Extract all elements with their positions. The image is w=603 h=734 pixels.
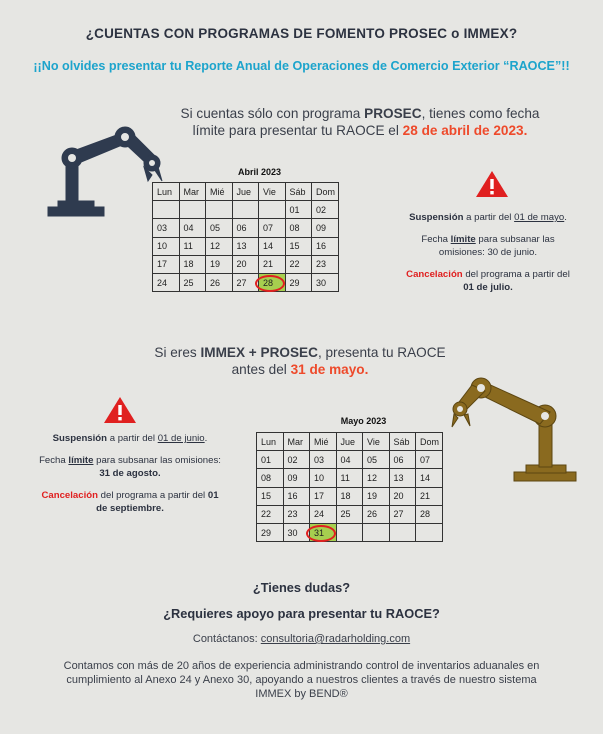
calendar-day: 04 xyxy=(336,451,363,469)
footer-about xyxy=(0,659,603,701)
warning-icon xyxy=(103,396,137,424)
deadline-day: 31 xyxy=(314,527,325,538)
calendar-day: 25 xyxy=(179,273,206,291)
calendar-day: 17 xyxy=(310,487,337,505)
calendar-day: 12 xyxy=(206,237,233,255)
may-header-row xyxy=(257,433,443,451)
calendar-day: 27 xyxy=(389,505,416,523)
prosec-intro-text: límite para presentar tu RAOCE el xyxy=(192,123,403,138)
notice-text: Fecha xyxy=(421,234,451,245)
notice-text: para subsanar las omisiones: xyxy=(93,455,221,466)
notice-text: 31 de agosto. xyxy=(99,468,161,479)
weekday-header: Sáb xyxy=(285,183,312,201)
immex-intro-text: antes del xyxy=(231,362,291,377)
calendar-empty-cell xyxy=(336,523,363,541)
april-week-row xyxy=(153,201,339,219)
calendar-day: 26 xyxy=(363,505,390,523)
calendar-day: 01 xyxy=(257,451,284,469)
calendar-day: 30 xyxy=(312,273,339,291)
calendar-day: 13 xyxy=(389,469,416,487)
prosec-intro-text: Si cuentas sólo con programa xyxy=(180,106,365,121)
calendar-day: 24 xyxy=(153,273,180,291)
prosec-deadline: 28 de abril de 2023. xyxy=(402,123,528,138)
cancel-label: Cancelación xyxy=(406,269,463,280)
calendar-day: 02 xyxy=(312,201,339,219)
suspension-label: Suspensión xyxy=(52,433,108,444)
notice-text: a partir del xyxy=(107,433,158,444)
may-week-row xyxy=(257,523,443,541)
page-subtitle: ¡¡No olvides presentar tu Reporte Anual de Operaciones de Comercio Exterior “RAOCE”!! xyxy=(33,59,570,73)
april-week-row xyxy=(153,219,339,237)
notice-text: . xyxy=(204,433,208,444)
weekday-header: Mar xyxy=(179,183,206,201)
calendar-day: 14 xyxy=(259,237,286,255)
april-week-row xyxy=(153,237,339,255)
weekday-header: Lun xyxy=(257,433,284,451)
immex-intro-text: , presenta tu RAOCE xyxy=(317,345,446,360)
calendar-day: 13 xyxy=(232,237,259,255)
weekday-header: Jue xyxy=(232,183,259,201)
weekday-header: Sáb xyxy=(389,433,416,451)
cancel-label: Cancelación xyxy=(41,490,98,501)
cancel-date: 01 xyxy=(207,490,219,501)
weekday-header: Jue xyxy=(336,433,363,451)
deadline-day: 28 xyxy=(263,277,274,288)
notice-text: . xyxy=(564,212,567,223)
calendar-empty-cell xyxy=(416,523,443,541)
calendar-empty-cell xyxy=(389,523,416,541)
notice-text: Fecha xyxy=(39,455,69,466)
weekday-header: Mié xyxy=(310,433,337,451)
april-week-row xyxy=(153,273,339,291)
notice-text: omisiones: 30 de junio. xyxy=(438,247,538,258)
deadline-day-cell xyxy=(259,273,286,291)
calendar-day: 21 xyxy=(416,487,443,505)
calendar-day: 27 xyxy=(232,273,259,291)
deadline-circle-mark xyxy=(306,525,336,542)
calendar-day: 06 xyxy=(232,219,259,237)
immex-intro xyxy=(100,344,500,378)
calendar-day: 20 xyxy=(389,487,416,505)
deadline-day-cell xyxy=(310,523,337,541)
calendar-day: 09 xyxy=(283,469,310,487)
cancel-date: de septiembre. xyxy=(96,503,164,514)
calendar-day: 15 xyxy=(257,487,284,505)
immex-notice xyxy=(20,432,240,515)
weekday-header: Dom xyxy=(312,183,339,201)
calendar-day: 26 xyxy=(206,273,233,291)
calendar-day: 29 xyxy=(285,273,312,291)
footer-contact xyxy=(0,632,603,646)
calendar-day: 03 xyxy=(310,451,337,469)
suspension-label: Suspensión xyxy=(409,212,464,223)
about-text: cumplimiento al Anexo 24 y Anexo 30, apoyando a nuestros clientes a través de nuestro sistema xyxy=(66,674,537,686)
calendar-day: 23 xyxy=(312,255,339,273)
notice-text: del programa a partir del xyxy=(98,490,208,501)
prosec-program-label: PROSEC xyxy=(364,106,422,121)
calendar-day: 02 xyxy=(283,451,310,469)
suspension-date: 01 de mayo xyxy=(514,212,565,223)
calendar-day: 19 xyxy=(206,255,233,273)
fecha-limite-label: límite xyxy=(68,455,94,466)
warning-icon xyxy=(475,170,509,198)
calendar-empty-cell xyxy=(259,201,286,219)
calendar-day: 29 xyxy=(257,523,284,541)
calendar-day: 10 xyxy=(310,469,337,487)
calendar-day: 14 xyxy=(416,469,443,487)
calendar-day: 22 xyxy=(257,505,284,523)
may-calendar-title: Mayo 2023 xyxy=(340,416,387,426)
prosec-intro xyxy=(160,105,560,139)
calendar-day: 17 xyxy=(153,255,180,273)
may-calendar xyxy=(256,432,443,542)
calendar-day: 03 xyxy=(153,219,180,237)
calendar-day: 16 xyxy=(312,237,339,255)
fecha-limite-label: límite xyxy=(450,234,476,245)
calendar-day: 05 xyxy=(363,451,390,469)
calendar-day: 18 xyxy=(336,487,363,505)
contact-email-link[interactable]: consultoria@radarholding.com xyxy=(260,633,411,645)
deadline-circle-mark xyxy=(255,275,285,292)
calendar-day: 30 xyxy=(283,523,310,541)
april-header-row xyxy=(153,183,339,201)
may-week-row xyxy=(257,469,443,487)
calendar-day: 01 xyxy=(285,201,312,219)
calendar-day: 18 xyxy=(179,255,206,273)
weekday-header: Lun xyxy=(153,183,180,201)
calendar-day: 10 xyxy=(153,237,180,255)
immex-intro-text: Si eres xyxy=(154,345,201,360)
calendar-day: 20 xyxy=(232,255,259,273)
immex-deadline: 31 de mayo. xyxy=(290,362,369,377)
calendar-day: 04 xyxy=(179,219,206,237)
weekday-header: Mar xyxy=(283,433,310,451)
calendar-day: 06 xyxy=(389,451,416,469)
calendar-day: 21 xyxy=(259,255,286,273)
may-week-row xyxy=(257,487,443,505)
calendar-day: 24 xyxy=(310,505,337,523)
calendar-day: 15 xyxy=(285,237,312,255)
notice-text: para subsanar las xyxy=(475,234,555,245)
weekday-header: Dom xyxy=(416,433,443,451)
immex-program-label: IMMEX + PROSEC xyxy=(200,345,318,360)
calendar-day: 23 xyxy=(283,505,310,523)
calendar-day: 19 xyxy=(363,487,390,505)
calendar-day: 28 xyxy=(416,505,443,523)
notice-text: a partir del xyxy=(463,212,515,223)
calendar-day: 07 xyxy=(259,219,286,237)
calendar-day: 05 xyxy=(206,219,233,237)
cancel-date: 01 de julio. xyxy=(463,282,513,293)
calendar-day: 09 xyxy=(312,219,339,237)
calendar-day: 25 xyxy=(336,505,363,523)
notice-text: del programa a partir del xyxy=(462,269,570,280)
april-calendar xyxy=(152,182,339,292)
april-week-row xyxy=(153,255,339,273)
prosec-notice xyxy=(388,211,588,294)
calendar-empty-cell xyxy=(232,201,259,219)
calendar-empty-cell xyxy=(206,201,233,219)
prosec-intro-text: , tienes como fecha xyxy=(421,106,540,121)
footer-question-2: ¿Requieres apoyo para presentar tu RAOCE? xyxy=(163,606,440,621)
may-week-row xyxy=(257,505,443,523)
may-week-row xyxy=(257,451,443,469)
calendar-day: 11 xyxy=(179,237,206,255)
calendar-empty-cell xyxy=(153,201,180,219)
calendar-empty-cell xyxy=(363,523,390,541)
weekday-header: Vie xyxy=(363,433,390,451)
calendar-day: 07 xyxy=(416,451,443,469)
calendar-day: 12 xyxy=(363,469,390,487)
robot-arm-dark-icon xyxy=(30,123,170,223)
footer-question-1: ¿Tienes dudas? xyxy=(252,580,351,595)
calendar-day: 11 xyxy=(336,469,363,487)
about-text: Contamos con más de 20 años de experiencia administrando control de inventarios aduanales en xyxy=(63,660,540,672)
weekday-header: Vie xyxy=(259,183,286,201)
robot-arm-gold-icon xyxy=(448,372,588,487)
calendar-day: 16 xyxy=(283,487,310,505)
calendar-empty-cell xyxy=(179,201,206,219)
calendar-day: 08 xyxy=(285,219,312,237)
about-text: IMMEX by BEND® xyxy=(255,688,348,700)
calendar-day: 22 xyxy=(285,255,312,273)
contact-label: Contáctanos: xyxy=(192,633,261,645)
suspension-date: 01 de junio xyxy=(157,433,205,444)
april-calendar-title: Abril 2023 xyxy=(237,167,282,177)
page-title: ¿CUENTAS CON PROGRAMAS DE FOMENTO PROSEC o IMMEX? xyxy=(85,26,518,41)
weekday-header: Mié xyxy=(206,183,233,201)
calendar-day: 08 xyxy=(257,469,284,487)
